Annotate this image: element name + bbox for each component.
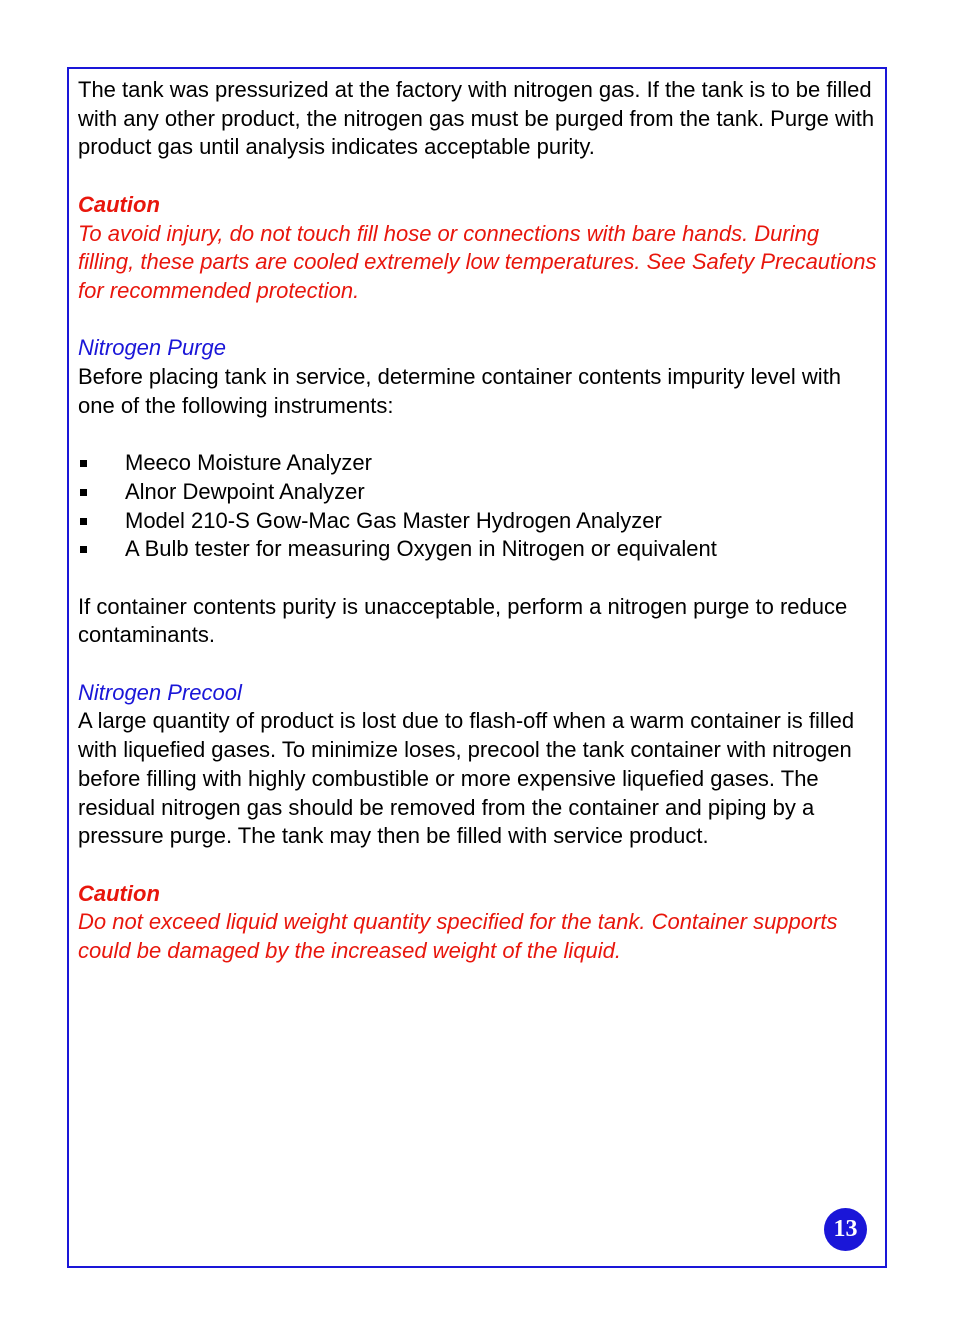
spacer	[78, 851, 878, 880]
spacer	[78, 650, 878, 679]
list-item	[78, 478, 878, 507]
square-bullet-icon	[80, 546, 87, 553]
nitrogen-purge-paragraph: Before placing tank in service, determine container contents impurity level with one of the following instruments:	[78, 364, 842, 418]
nitrogen-precool-heading: Nitrogen Precool	[78, 679, 242, 705]
nitrogen-purge-followup: If container contents purity is unacceptable, perform a nitrogen purge to reduce contaminants.	[78, 593, 848, 648]
spacer	[78, 162, 878, 191]
caution-text: To avoid injury, do not touch fill hose or connections with bare hands. During filling, these parts are cooled extremely low temperatures. See Safety Precautions for recommended protection.	[78, 220, 877, 303]
page-content	[78, 76, 878, 966]
instrument-list	[78, 449, 878, 564]
spacer	[78, 420, 878, 449]
list-item-label: Model 210-S Gow-Mac Gas Master Hydrogen Analyzer	[125, 507, 662, 533]
intro-paragraph: The tank was pressurized at the factory with nitrogen gas. If the tank is to be filled with any other product, the nitrogen gas must be purged from the tank. Purge with product gas until analysis indicates acceptable purity.	[78, 77, 875, 160]
list-item-label: A Bulb tester for measuring Oxygen in Nitrogen or equivalent	[125, 536, 717, 562]
list-item	[78, 449, 878, 478]
list-item-label: Meeco Moisture Analyzer	[125, 450, 372, 476]
caution-text: Do not exceed liquid weight quantity specified for the tank. Container supports could be damaged by the increased weight of the liquid.	[78, 909, 838, 963]
square-bullet-icon	[80, 460, 87, 467]
nitrogen-purge-heading: Nitrogen Purge	[78, 335, 226, 361]
list-item-label: Alnor Dewpoint Analyzer	[125, 478, 365, 504]
spacer	[78, 564, 878, 593]
square-bullet-icon	[80, 518, 87, 525]
list-item	[78, 507, 878, 536]
list-item	[78, 535, 878, 564]
caution-heading: Caution	[78, 191, 160, 217]
spacer	[78, 306, 878, 335]
nitrogen-precool-paragraph: A large quantity of product is lost due to flash-off when a warm container is filled with liquefied gases. To minimize loses, precool the tank container with nitrogen before filling with highly combustible or more expensive liquefied gases. The residual nitrogen gas should be removed from the container and piping by a pressure purge. The tank may then be filled with service product.	[78, 708, 855, 849]
square-bullet-icon	[80, 489, 87, 496]
caution-heading: Caution	[78, 880, 160, 906]
page-number-badge: 13	[824, 1208, 867, 1251]
